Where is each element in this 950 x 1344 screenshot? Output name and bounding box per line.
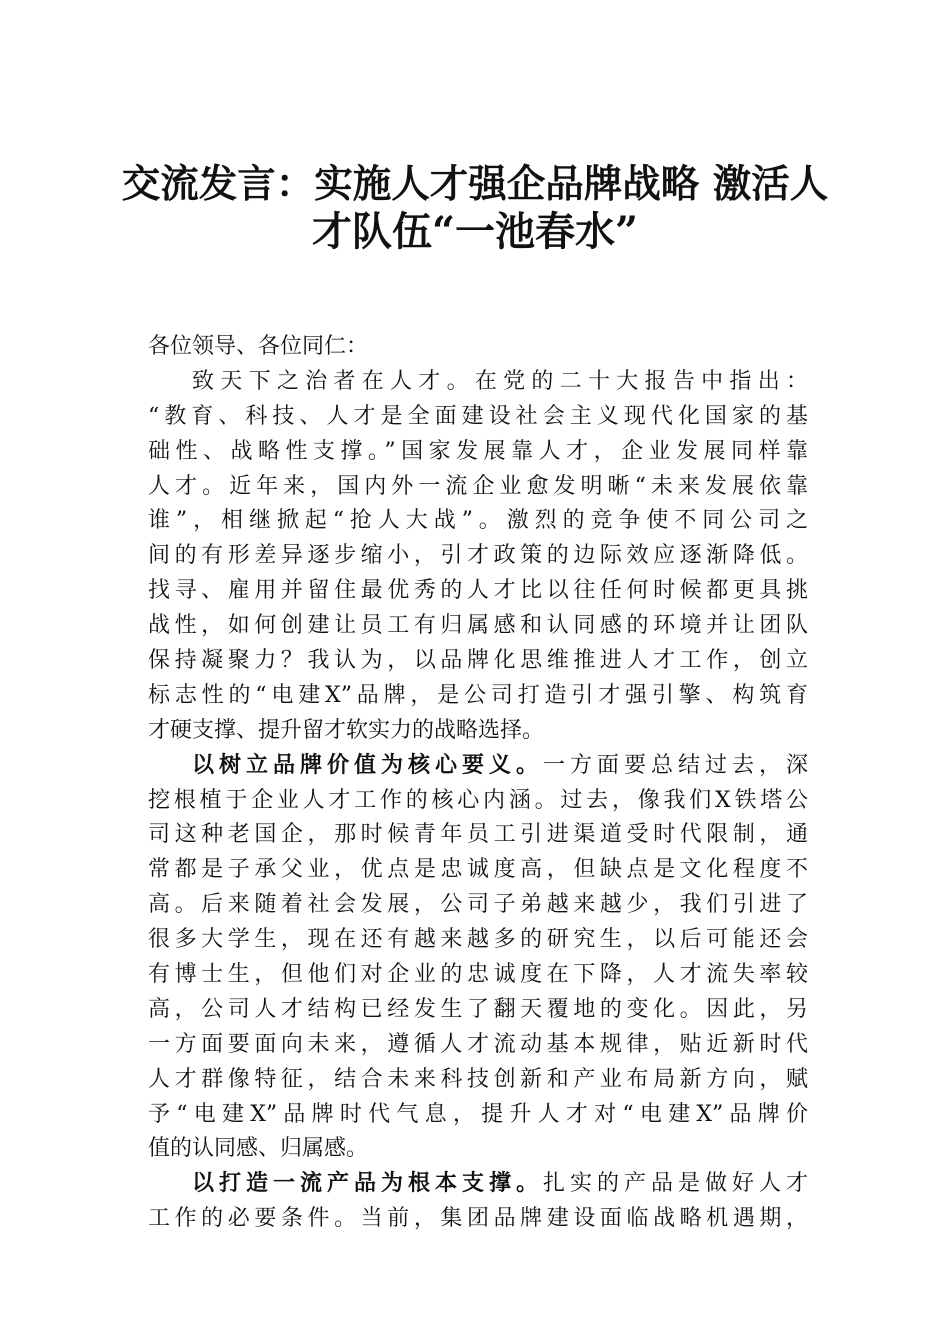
paragraph-1-line: 致天下之治者在人才。在党的二十大报告中指出：	[192, 368, 808, 394]
paragraph-2-heading: 以树立品牌价值为核心要义。	[192, 752, 543, 778]
salutation: 各位领导、各位同仁：	[148, 334, 369, 359]
paragraph-2-first-line-text: 一方面要总结过去，深	[542, 752, 808, 778]
paragraph-2-line: 司这种老国企，那时候青年员工引进渠道受时代限制，通	[148, 822, 808, 848]
paragraph-3-first-line	[148, 1167, 808, 1202]
paragraph-2-line: 常都是子承父业，优点是忠诚度高，但缺点是文化程度不	[148, 857, 808, 883]
paragraph-2-line: 有博士生，但他们对企业的忠诚度在下降，人才流失率较	[148, 962, 808, 988]
paragraph-1-line: 人才。近年来，国内外一流企业愈发明晰“未来发展依靠	[148, 473, 808, 499]
paragraph-2-line: 予“电建X”品牌时代气息，提升人才对“电建X”品牌价	[148, 1101, 808, 1127]
paragraph-1-line: 标志性的“电建X”品牌，是公司打造引才强引擎、构筑育	[148, 682, 808, 708]
paragraph-1-line: 谁”，相继掀起“抢人大战”。激烈的竞争使不同公司之	[148, 508, 808, 534]
paragraph-2-line: 值的认同感、归属感。	[148, 1136, 369, 1162]
document-body	[148, 330, 808, 1237]
paragraph-2-line: 挖根植于企业人才工作的核心内涵。过去，像我们X铁塔公	[148, 787, 808, 813]
document-title-line-2: 才队伍“一池春水”	[311, 208, 638, 255]
paragraph-2-line: 一方面要面向未来，遵循人才流动基本规律，贴近新时代	[148, 1031, 808, 1057]
paragraph-1-line: 找寻、雇用并留住最优秀的人才比以往任何时候都更具挑	[148, 578, 808, 604]
paragraph-3-first-line-text: 扎实的产品是做好人才	[542, 1171, 808, 1197]
paragraph-1-line: 础性、战略性支撑。”国家发展靠人才，企业发展同样靠	[148, 438, 808, 464]
paragraph-1-line: “教育、科技、人才是全面建设社会主义现代化国家的基	[148, 403, 808, 429]
paragraph-2-line: 高。后来随着社会发展，公司子弟越来越少，我们引进了	[148, 892, 808, 918]
paragraph-3-heading: 以打造一流产品为根本支撑。	[192, 1171, 543, 1197]
paragraph-1-line: 才硬支撑、提升留才软实力的战略选择。	[148, 717, 545, 743]
paragraph-2-first-line	[148, 749, 808, 784]
document-title-line-1: 交流发言：实施人才强企品牌战略 激活人	[121, 162, 829, 207]
paragraph-1-line: 战性，如何创建让员工有归属感和认同感的环境并让团队	[148, 613, 808, 639]
paragraph-2-line: 很多大学生，现在还有越来越多的研究生，以后可能还会	[148, 927, 808, 953]
paragraph-2-line: 高，公司人才结构已经发生了翻天覆地的变化。因此，另	[148, 996, 808, 1022]
paragraph-2-line: 人才群像特征，结合未来科技创新和产业布局新方向，赋	[148, 1066, 808, 1092]
paragraph-1-line: 间的有形差异逐步缩小，引才政策的边际效应逐渐降低。	[148, 543, 808, 569]
paragraph-3-line: 工作的必要条件。当前，集团品牌建设面临战略机遇期，	[148, 1206, 808, 1232]
paragraph-1-line: 保持凝聚力？我认为，以品牌化思维推进人才工作，创立	[148, 648, 808, 674]
